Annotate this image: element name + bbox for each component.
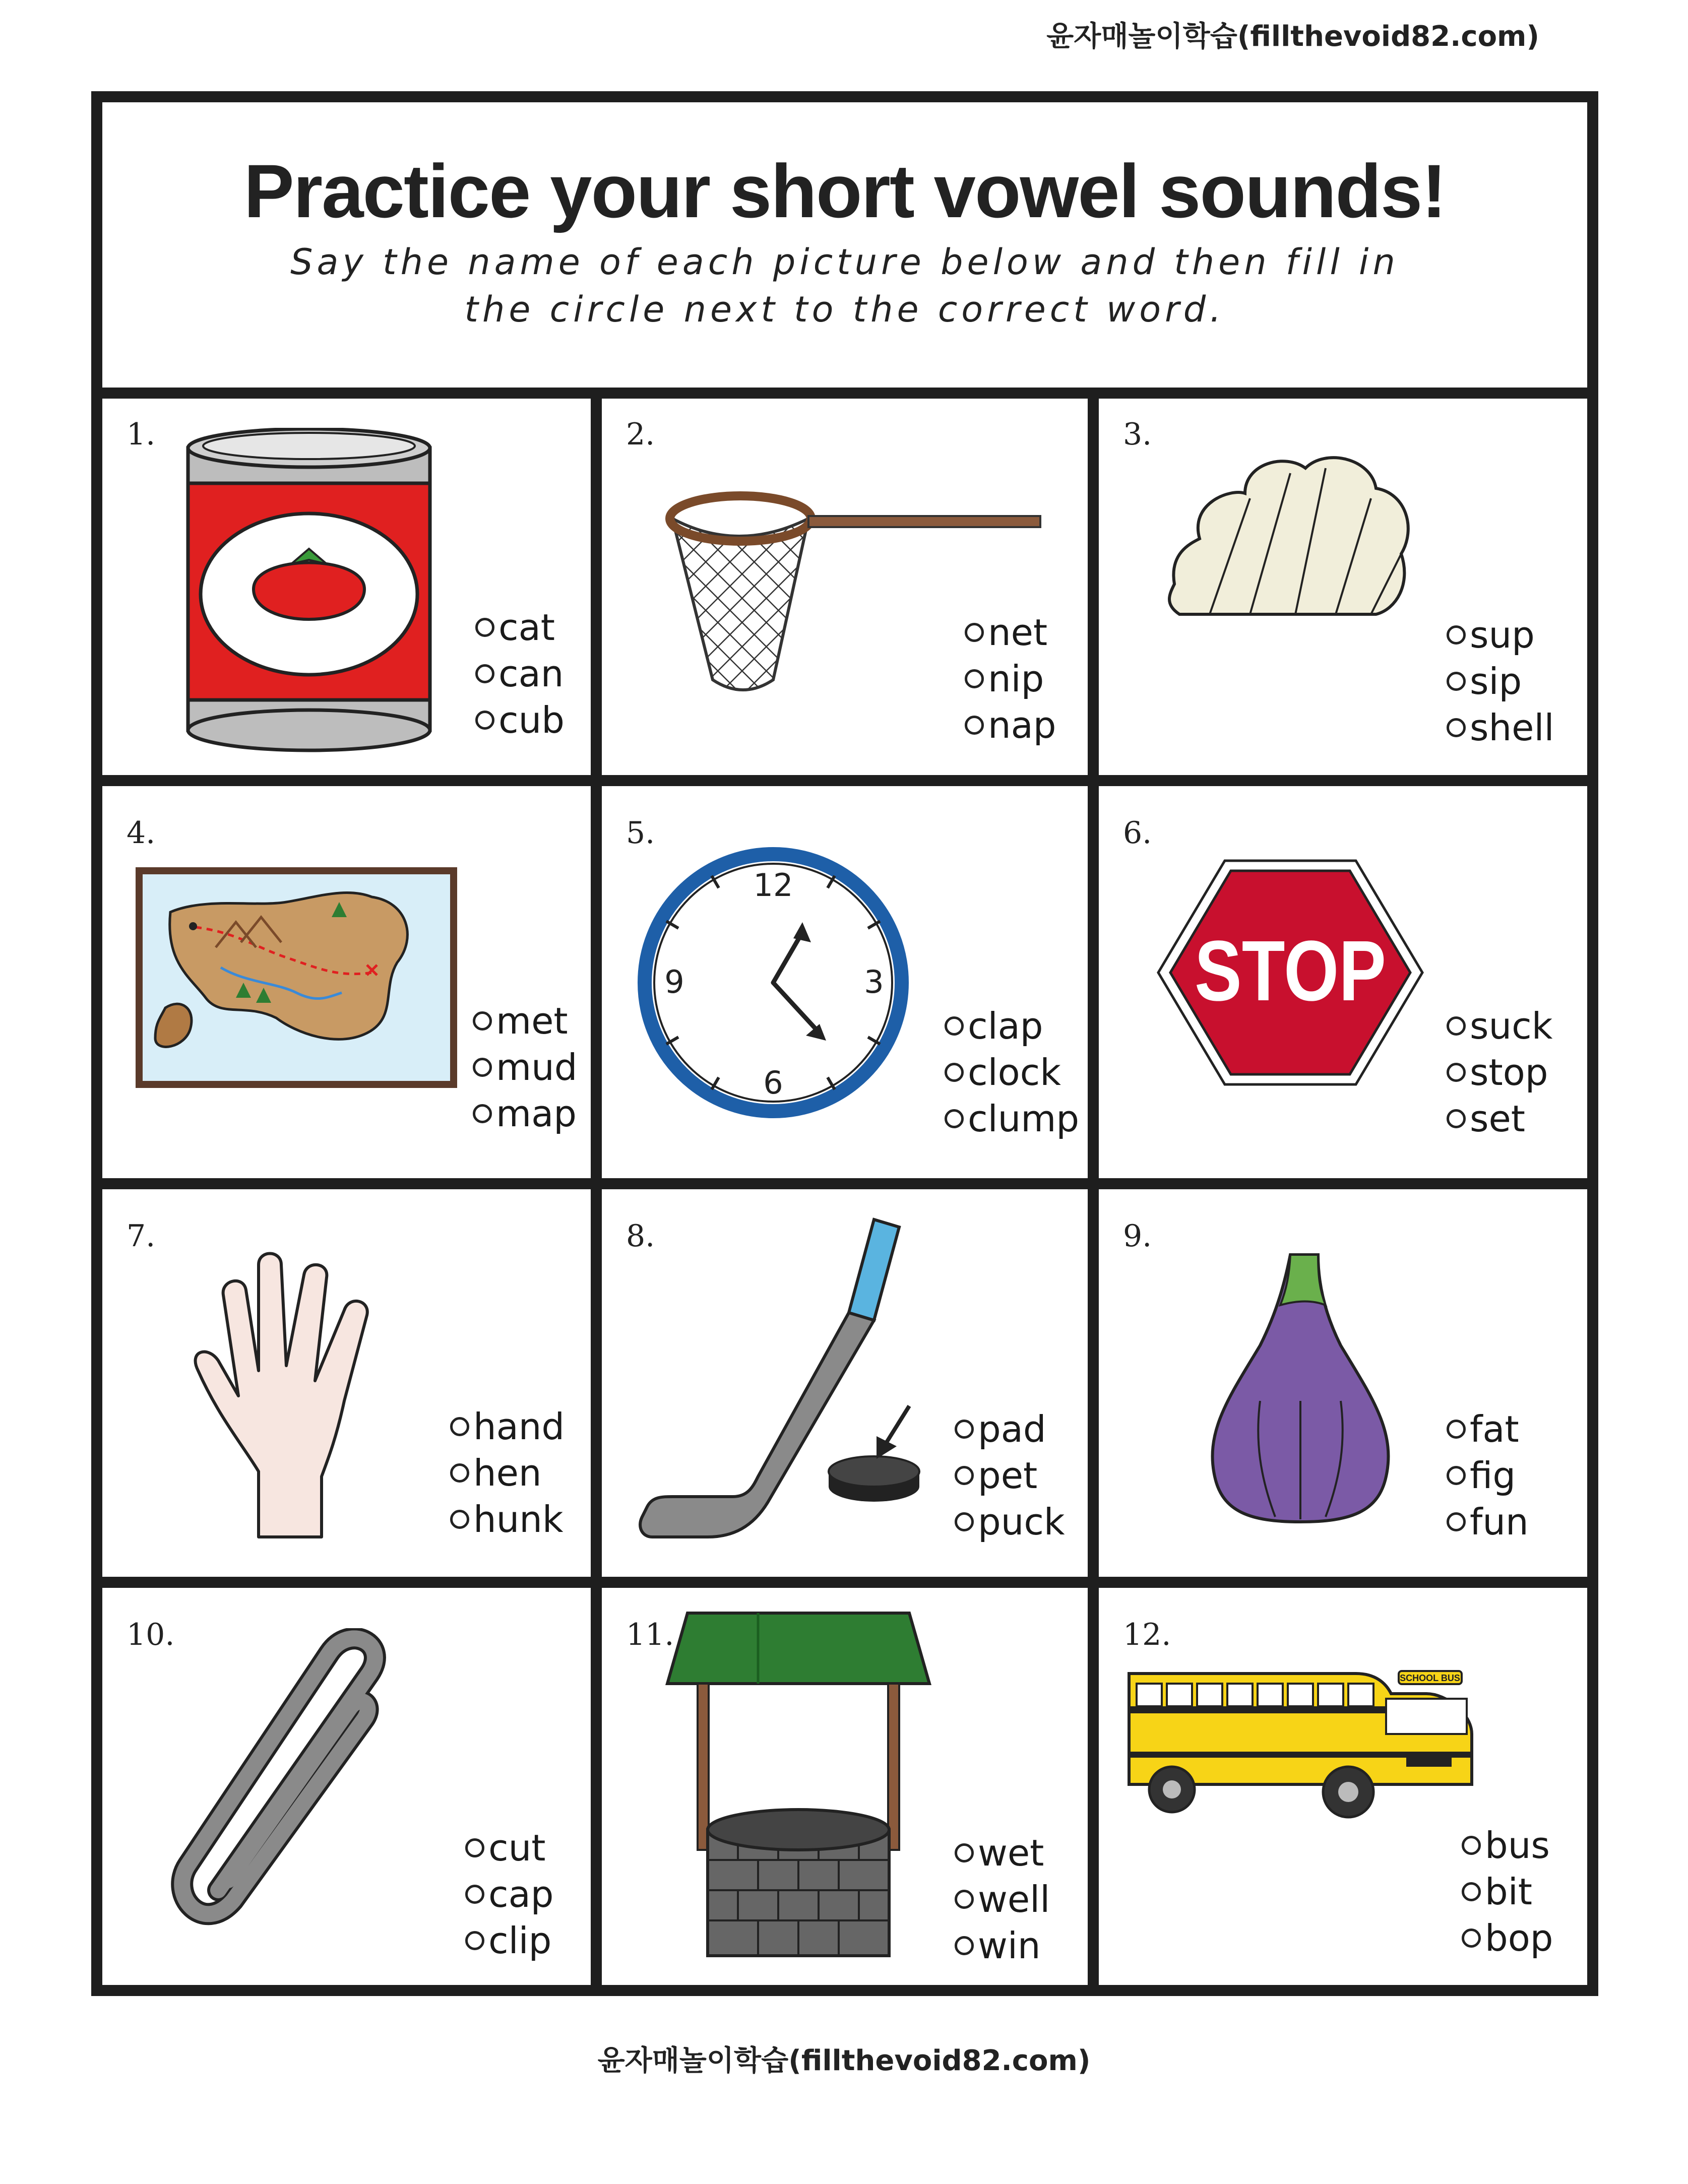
question-number: 6. (1123, 815, 1152, 851)
question-number: 7. (127, 1218, 156, 1254)
question-12 (1099, 1588, 1587, 1985)
question-2 (602, 388, 1088, 775)
answer-bubble[interactable] (965, 716, 984, 735)
option-nip[interactable]: nip (965, 656, 1056, 702)
option-hand[interactable]: hand (450, 1403, 565, 1450)
option-fun[interactable]: fun (1447, 1499, 1529, 1545)
answer-options (965, 609, 1056, 748)
option-map[interactable]: map (473, 1090, 577, 1137)
question-10 (102, 1588, 591, 1985)
option-puck[interactable]: puck (955, 1499, 1065, 1545)
hand-picture (183, 1235, 405, 1542)
option-bus[interactable]: bus (1462, 1822, 1553, 1869)
option-set[interactable]: set (1447, 1096, 1552, 1142)
answer-options (1447, 1406, 1529, 1545)
question-1 (102, 388, 591, 775)
option-met[interactable]: met (473, 998, 577, 1044)
answer-bubble[interactable] (465, 1838, 484, 1857)
option-bop[interactable]: bop (1462, 1915, 1553, 1961)
grid-divider-horizontal (102, 1577, 1587, 1588)
answer-bubble[interactable] (1447, 1109, 1466, 1128)
option-clip[interactable]: clip (465, 1917, 553, 1964)
option-pet[interactable]: pet (955, 1452, 1065, 1499)
hockey-stick-picture (632, 1214, 945, 1557)
answer-bubble[interactable] (475, 711, 494, 730)
question-7 (102, 1189, 591, 1577)
answer-options (955, 1406, 1065, 1545)
question-grid (102, 388, 1587, 1985)
seashell-picture (1159, 443, 1421, 655)
option-clap[interactable]: clap (945, 1003, 1079, 1049)
answer-bubble[interactable] (1447, 718, 1466, 737)
question-number: 5. (626, 815, 655, 851)
answer-bubble[interactable] (955, 1420, 974, 1439)
answer-bubble[interactable] (1447, 1063, 1466, 1082)
question-number: 3. (1123, 417, 1152, 452)
question-number: 1. (127, 417, 156, 452)
answer-bubble[interactable] (1447, 1420, 1466, 1439)
answer-bubble[interactable] (965, 669, 984, 688)
option-mud[interactable]: mud (473, 1044, 577, 1090)
question-number: 11. (626, 1617, 674, 1652)
bus-sign-text: SCHOOL BUS (1400, 1673, 1460, 1683)
worksheet-frame (91, 91, 1598, 1996)
option-wet[interactable]: wet (955, 1830, 1050, 1876)
question-9 (1099, 1189, 1587, 1577)
option-suck[interactable]: suck (1447, 1003, 1552, 1049)
answer-bubble[interactable] (955, 1466, 974, 1485)
answer-bubble[interactable] (955, 1936, 974, 1955)
answer-bubble[interactable] (450, 1417, 469, 1436)
answer-bubble[interactable] (450, 1510, 469, 1529)
option-win[interactable]: win (955, 1922, 1050, 1969)
question-5 (602, 786, 1088, 1178)
answer-options (955, 1830, 1050, 1969)
option-cut[interactable]: cut (465, 1825, 553, 1871)
answer-bubble[interactable] (473, 1011, 492, 1031)
answer-options (475, 604, 565, 743)
question-number: 8. (626, 1218, 655, 1254)
answer-bubble[interactable] (475, 618, 494, 637)
option-stop[interactable]: stop (1447, 1049, 1552, 1096)
question-number: 9. (1123, 1218, 1152, 1254)
question-4 (102, 786, 591, 1178)
option-well[interactable]: well (955, 1876, 1050, 1922)
answer-bubble[interactable] (473, 1104, 492, 1123)
answer-bubble[interactable] (475, 664, 494, 683)
question-11 (602, 1588, 1088, 1985)
question-3 (1099, 388, 1587, 775)
answer-bubble[interactable] (1462, 1882, 1481, 1901)
answer-bubble[interactable] (945, 1016, 964, 1036)
answer-bubble[interactable] (1447, 1512, 1466, 1531)
answer-bubble[interactable] (955, 1843, 974, 1862)
answer-bubble[interactable] (955, 1890, 974, 1909)
answer-bubble[interactable] (1447, 672, 1466, 691)
watermark-top: 윤자매놀이학습(fillthevoid82.com) (1046, 20, 1539, 53)
answer-bubble[interactable] (965, 623, 984, 642)
option-sup[interactable]: sup (1447, 612, 1554, 658)
answer-bubble[interactable] (450, 1463, 469, 1483)
answer-bubble[interactable] (465, 1885, 484, 1904)
option-hen[interactable]: hen (450, 1450, 565, 1496)
answer-options (1447, 1003, 1552, 1142)
answer-bubble[interactable] (465, 1931, 484, 1950)
option-cat[interactable]: cat (475, 604, 565, 651)
answer-options (945, 1003, 1079, 1142)
option-can[interactable]: can (475, 651, 565, 697)
option-cap[interactable]: cap (465, 1871, 553, 1917)
answer-options (1447, 612, 1554, 751)
answer-bubble[interactable] (1447, 625, 1466, 645)
option-hunk[interactable]: hunk (450, 1496, 565, 1543)
answer-bubble[interactable] (1447, 1016, 1466, 1036)
answer-options (1462, 1822, 1553, 1961)
stop-sign-text: STOP (1195, 923, 1386, 1019)
paper-clip-picture (158, 1628, 420, 1951)
instructions: Say the name of each picture below and then fill in the circle next to the correct word. (290, 241, 1399, 330)
watermark-bottom: 윤자매놀이학습(fillthevoid82.com) (597, 2044, 1091, 2077)
answer-bubble[interactable] (473, 1058, 492, 1077)
answer-options (465, 1825, 553, 1964)
option-net[interactable]: net (965, 609, 1056, 656)
wishing-well-picture (657, 1608, 940, 1961)
question-8 (602, 1189, 1088, 1577)
option-pad[interactable]: pad (955, 1406, 1065, 1452)
fig-picture (1205, 1250, 1396, 1532)
question-number: 10. (127, 1617, 175, 1652)
clock-numeral-6: 6 (763, 1064, 783, 1101)
clock-numeral-3: 3 (864, 963, 884, 1000)
answer-bubble[interactable] (955, 1512, 974, 1531)
option-cub[interactable]: cub (475, 697, 565, 743)
grid-divider-horizontal (102, 1178, 1587, 1189)
clock-numeral-9: 9 (664, 963, 684, 1000)
option-clock[interactable]: clock (945, 1049, 1079, 1096)
tomato-can-picture (178, 428, 440, 755)
answer-bubble[interactable] (1462, 1929, 1481, 1948)
answer-bubble[interactable] (945, 1063, 964, 1082)
answer-options (450, 1403, 565, 1543)
question-number: 12. (1123, 1617, 1171, 1652)
worksheet-header (102, 102, 1587, 399)
stop-sign-picture (1154, 857, 1426, 1088)
answer-bubble[interactable] (945, 1109, 964, 1128)
option-shell[interactable]: shell (1447, 704, 1554, 751)
option-nap[interactable]: nap (965, 702, 1056, 748)
question-number: 4. (127, 815, 156, 851)
grid-divider-horizontal (102, 775, 1587, 786)
answer-bubble[interactable] (1462, 1836, 1481, 1855)
question-6 (1099, 786, 1587, 1178)
clock-numeral-12: 12 (753, 867, 793, 904)
option-clump[interactable]: clump (945, 1096, 1079, 1142)
option-sip[interactable]: sip (1447, 658, 1554, 704)
school-bus-picture (1124, 1663, 1477, 1830)
option-fat[interactable]: fat (1447, 1406, 1529, 1452)
treasure-map-picture (135, 867, 458, 1088)
option-fig[interactable]: fig (1447, 1452, 1529, 1499)
answer-options (473, 998, 577, 1137)
question-number: 2. (626, 417, 655, 452)
page-title: Practice your short vowel sounds! (243, 149, 1446, 233)
answer-bubble[interactable] (1447, 1466, 1466, 1485)
wall-clock-picture (632, 842, 914, 1124)
option-bit[interactable]: bit (1462, 1869, 1553, 1915)
